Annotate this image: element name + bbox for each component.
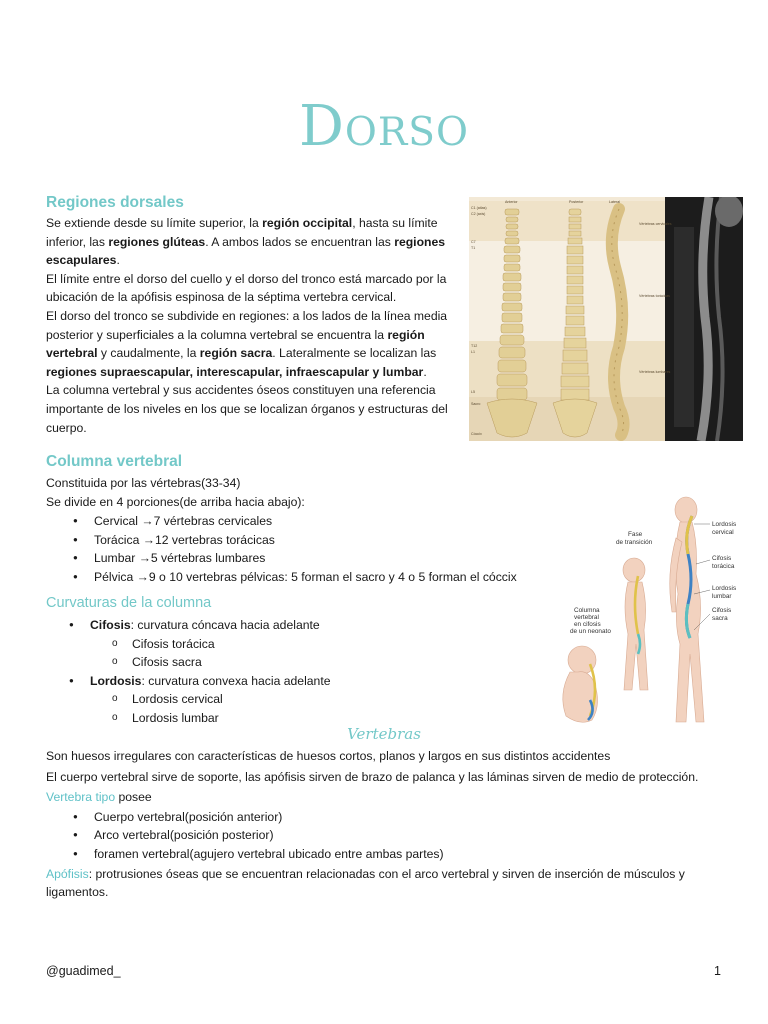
figure-label: de un neonato [570, 628, 611, 635]
figure-label: torácica [712, 563, 735, 570]
vertebra-tipo-list [46, 808, 736, 864]
level-label: L5 [471, 390, 475, 394]
vertebras-text [46, 747, 736, 902]
level-label: L1 [471, 350, 475, 354]
figure-label: Lordosis [712, 585, 737, 592]
paragraph: El cuerpo vertebral sirve de soporte, las apófisis sirven de brazo de palanca y las láminas sirven de medio de protección. [46, 769, 699, 784]
view-label: Anterior [505, 200, 518, 204]
level-label: Cóccix [471, 432, 482, 436]
figure-label: Fase [628, 531, 643, 538]
curvature-figure [548, 494, 748, 730]
figure-label: Cifosis [712, 607, 732, 614]
region-label: Vértebras lumbares [639, 370, 671, 374]
figure-label: lumbar [712, 593, 732, 600]
list-item: o Cifosis torácica [42, 635, 462, 654]
figure-label: Cifosis [712, 555, 732, 562]
section-heading-vertebras: Vertebras [347, 725, 421, 743]
footer-handle: @guadimed_ [46, 964, 121, 978]
columna-text [46, 474, 566, 587]
list-item: ● Cifosis: curvatura cóncava hacia adelante [42, 616, 462, 635]
section-heading-regiones: Regiones dorsales [46, 194, 184, 211]
region-label: Vértebras cervicales [639, 222, 672, 226]
list-item: o Lordosis cervical [42, 690, 462, 709]
list-item: ● Torácica →12 vertebras torácicas [46, 531, 566, 550]
paragraph: Constituida por las vértebras(33-34) [46, 476, 241, 490]
curvaturas-list [42, 616, 462, 728]
figure-label: Lordosis [712, 521, 737, 528]
spine-illustration [469, 197, 743, 441]
section-heading-columna: Columna vertebral [46, 453, 183, 470]
level-label: C1 (atlas) [471, 206, 487, 210]
paragraph: Se extiende desde su límite superior, la región occipital, hasta su límite inferior, las regiones glúteas. A ambos lados se encuentran las regiones escapulares. [46, 216, 446, 268]
figure-label: de transición [616, 539, 653, 546]
list-item: o Lordosis lumbar [42, 709, 462, 728]
list-item: ● Pélvica →9 o 10 vertebras pélvicas: 5 forman el sacro y 4 o 5 forman el cóccix [46, 568, 566, 587]
spine-figure [469, 197, 743, 441]
paragraph: Son huesos irregulares con características de huesos cortos, planos y largos en sus distintos accidentes [46, 749, 611, 763]
region-label: Vértebras torácicas [639, 294, 670, 298]
regiones-text [46, 214, 464, 437]
figure-label: vertebral [574, 614, 599, 621]
figure-label: cervical [712, 529, 734, 536]
figure-label: en cifosis [574, 621, 601, 628]
section-heading-curvaturas: Curvaturas de la columna [46, 595, 212, 611]
page-title: Dorso [299, 94, 469, 159]
view-label: Lateral [609, 200, 620, 204]
page-number: 1 [714, 964, 721, 978]
paragraph: Vertebra tipo posee [46, 790, 152, 805]
paragraph: La columna vertebral y sus accidentes óseos constituyen una referencia importante de los niveles en los que se localizan órganos y estructuras del cuerpo. [46, 383, 448, 435]
level-label: Sacro [471, 402, 481, 406]
list-item: ● Cervical →7 vértebras cervicales [46, 512, 566, 531]
view-label: Posterior [569, 200, 584, 204]
list-item: ● Arco vertebral(posición posterior) [46, 826, 736, 845]
figure-label: Columna [574, 607, 600, 614]
list-item: ● Lumbar →5 vértebras lumbares [46, 549, 566, 568]
paragraph: Se divide en 4 porciones(de arriba hacia abajo): [46, 494, 305, 509]
level-label: C7 [471, 240, 476, 244]
level-label: C2 (axis) [471, 212, 486, 216]
paragraph: Apófisis: protrusiones óseas que se encuentran relacionadas con el arco vertebral y sirven de inserción de músculos y ligamentos. [46, 866, 685, 900]
curvature-illustration [548, 494, 748, 730]
figure-label: sacra [712, 615, 728, 622]
paragraph: El límite entre el dorso del cuello y el dorso del tronco está marcado por la ubicación de la apófisis espinosa de la séptima vertebra cervical. [46, 271, 447, 305]
level-label: T12 [471, 344, 478, 348]
list-item: ● foramen vertebral(agujero vertebral ubicado entre ambas partes) [46, 845, 736, 864]
paragraph: El dorso del tronco se subdivide en regiones: a los lados de la línea media posterior y superficiales a la columna vertebral se encuentra la región vertebral y caudalmente, la región sacra. Lateralmente se localizan las regiones supraescapular, interescapular, infraescapular y lumbar. [46, 308, 448, 379]
list-item: ● Lordosis: curvatura convexa hacia adelante [42, 672, 462, 691]
list-item: o Cifosis sacra [42, 653, 462, 672]
porciones-list [46, 512, 566, 586]
list-item: ● Cuerpo vertebral(posición anterior) [46, 808, 736, 827]
level-label: T1 [471, 246, 476, 250]
